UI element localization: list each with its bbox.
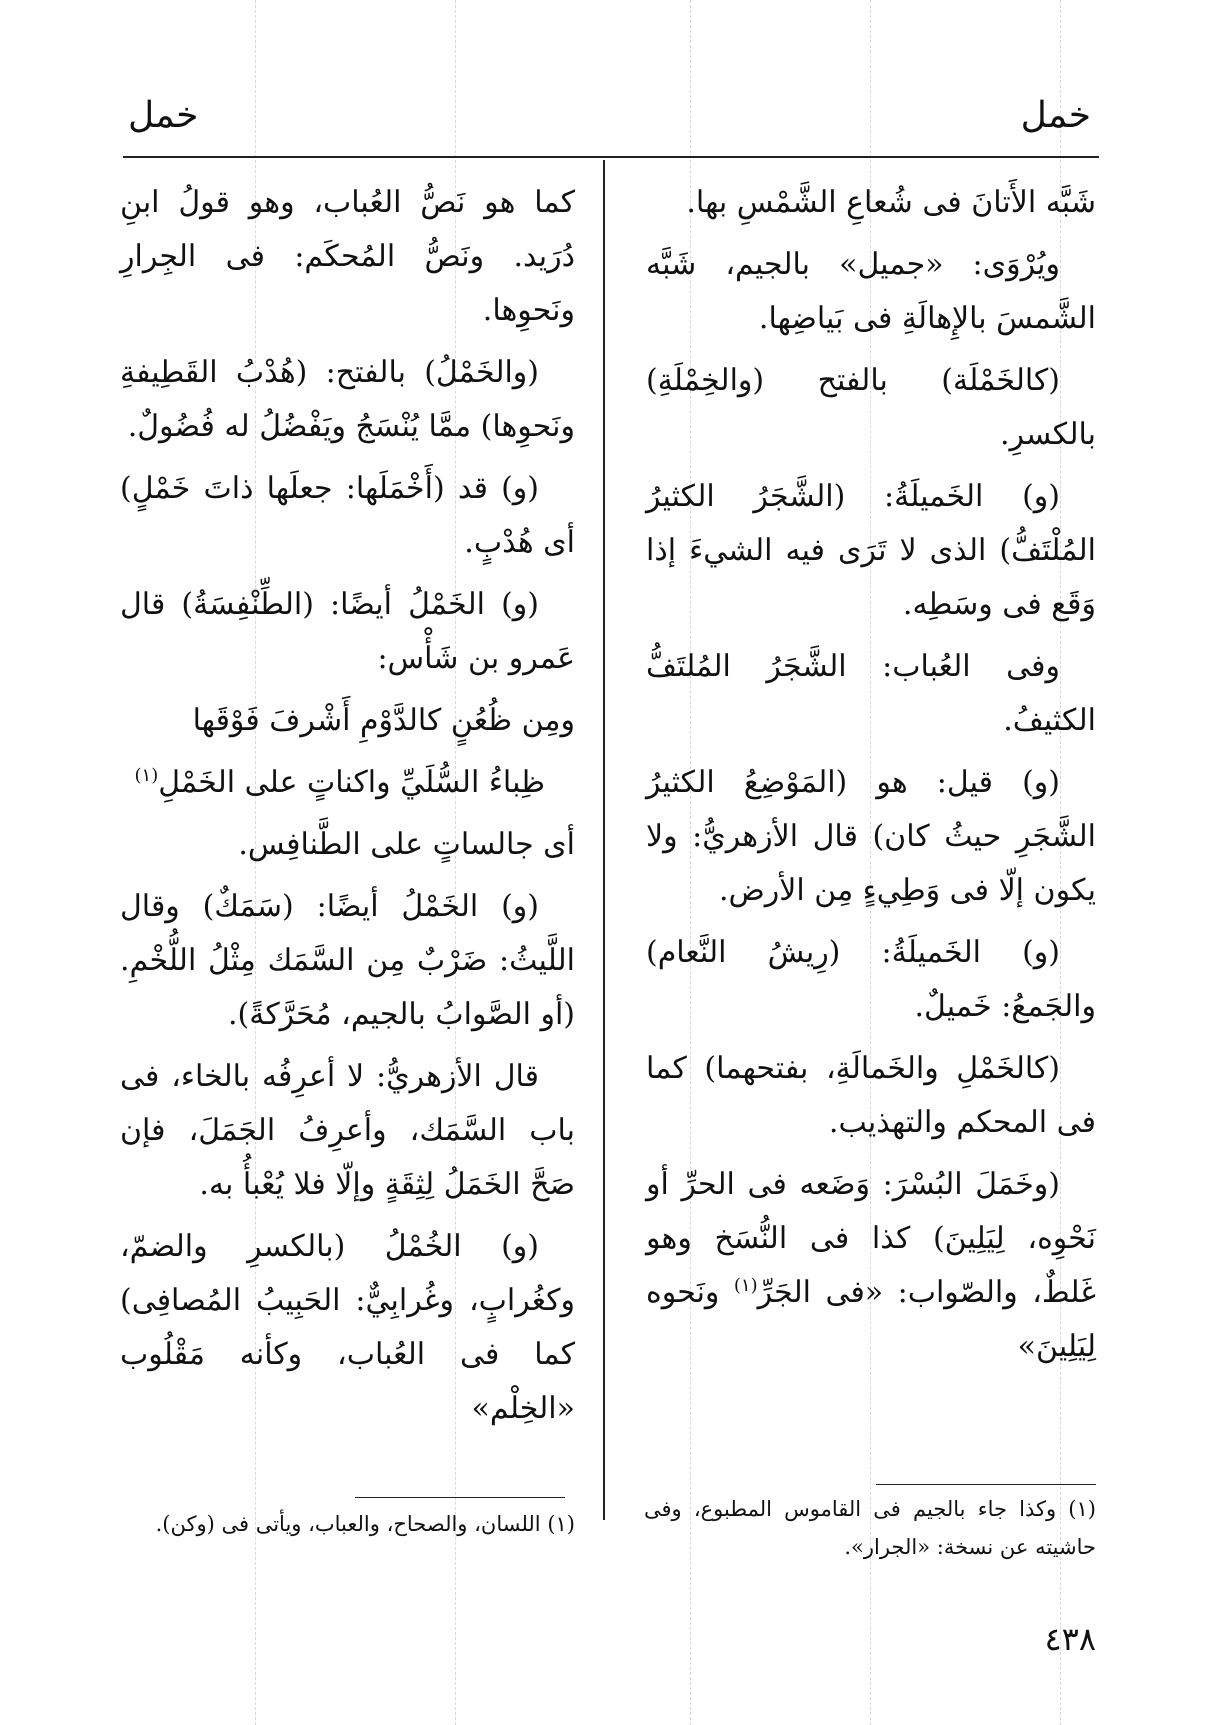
paragraph: (و) قيل: هو (المَوْضِعُ الكثيرُ الشَّجَرِ حيثُ كان) قال الأزهريُّ: ولا يكون إلّا فى وَطِيءٍ مِن الأرض. [646, 765, 1096, 908]
paragraph: وفى العُباب: الشَّجَرُ المُلتَفُّ الكثيفُ. [646, 649, 1096, 738]
paragraph: (و) الخُمْلُ (بالكسرِ والضمّ، وكغُرابٍ، وغُرابِيٌّ: الحَبِيبُ المُصافِى) كما فى العُباب، وكأنه مَقْلُوب «الخِلْم» [120, 1229, 575, 1426]
footnote-marker: (١) [733, 1275, 758, 1296]
paragraph: (و) الخَميلَةُ: (رِيشُ النَّعام) والجَمعُ: خَميلٌ. [646, 935, 1096, 1024]
paragraph: (كالخَمْلِ والخَمالَةِ، بفتحهما) كما فى المحكم والتهذيب. [646, 1051, 1096, 1140]
footnote-rule [355, 1497, 565, 1498]
header-left-word: خمل [128, 95, 199, 136]
paragraph: شَبَّه الأَتانَ فى شُعاعِ الشَّمْسِ بها. [686, 185, 1096, 220]
header-rule [123, 156, 1099, 158]
verse-line [120, 756, 575, 810]
paragraph: ويُرْوَى: «جميل» بالجيم، شَبَّه الشَّمسَ بالإِهالَةِ فى بَياضِها. [646, 247, 1096, 336]
paragraph-tail: ونَحوه لِيَلِينَ» [646, 1275, 1096, 1364]
paragraph: (و) الخَمْلُ أيضًا: (سَمَكٌ) وقال اللَّيثُ: ضَرْبٌ مِن السَّمَك مِثْلُ اللُّخْمِ. (أو الصَّوابُ بالجيم، مُحَرَّكةً). [120, 889, 575, 1032]
header-right-word: خمل [1020, 95, 1091, 136]
paragraph: (كالخَمْلَة) بالفتح (والخِمْلَةِ) بالكسرِ. [646, 363, 1096, 452]
verse-line: ومِن ظُعُنٍ كالدَّوْمِ أَشْرفَ فَوْقَها [192, 703, 575, 738]
paragraph: (و) الخَمْلُ أيضًا: (الطِّنْفِسَةُ) قال عَمرو بن شَأْس: [120, 587, 575, 676]
paragraph: أى جالساتٍ على الطَّنافِس. [238, 827, 575, 862]
page-number: ٤٣٨ [1044, 1620, 1096, 1658]
right-column [646, 176, 1096, 1382]
left-column [120, 176, 575, 1444]
paragraph [646, 1158, 1096, 1374]
paragraph: (و) الخَميلَةُ: (الشَّجَرُ الكثيرُ المُلْتَفُّ) الذى لا تَرَى فيه الشيءَ إذا وَقَع فى وسَطِه. [646, 479, 1096, 622]
paragraph: (والخَمْلُ) بالفتح: (هُدْبُ القَطِيفةِ ونَحوِها) ممَّا يُنْسَجُ ويَفْضُلُ له فُضُولٌ. [120, 355, 575, 444]
paragraph-text: (وخَمَلَ البُسْرَ: وَضَعه فى الحرِّ أو نَحْوِه، لِيَلِينَ) كذا فى النُّسَخ وهو غَلطٌ، والصّواب: «فى الجَرِّ [646, 1167, 1096, 1310]
right-footnote: (١) وكذا جاء بالجيم فى القاموس المطبوع، وفى حاشيته عن نسخة: «الجرار». [644, 1497, 1096, 1559]
footnote-rule [876, 1484, 1096, 1485]
verse-text: ظِباءُ السُّلَيِّ واكناتٍ على الخَمْلِ [158, 765, 545, 800]
footnote-marker: (١) [134, 765, 159, 786]
left-footnote: (١) اللسان، والصحاح، والعباب، ويأتى فى (وكن). [155, 1512, 575, 1536]
paragraph: قال الأزهريُّ: لا أعرِفُه بالخاء، فى باب السَّمَك، وأعرِفُ الجَمَلَ، فإن صَحَّ الخَمَلُ لِثِقَةٍ وإلّا فلا يُعْبأُ به. [120, 1059, 575, 1202]
column-divider [603, 160, 605, 1520]
paragraph: كما هو نَصُّ العُباب، وهو قولُ ابنِ دُرَيد. ونَصُّ المُحكَم: فى الجِرارِ ونَحوِها. [120, 185, 575, 328]
paragraph: (و) قد (أَخْمَلَها: جعلَها ذاتَ خَمْلٍ) أى هُدْبٍ. [120, 471, 575, 560]
